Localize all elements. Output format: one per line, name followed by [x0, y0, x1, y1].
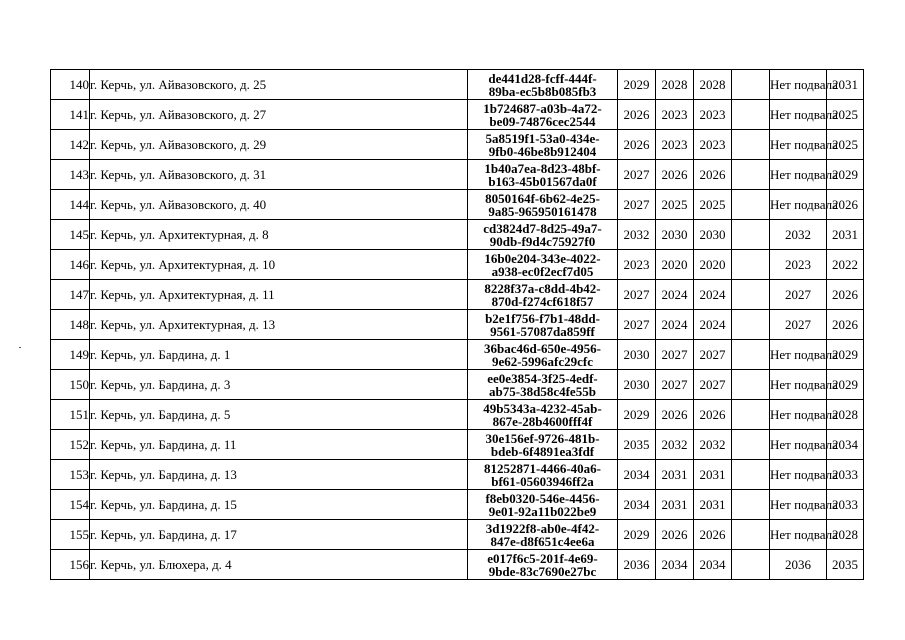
year-cell-2: 2024: [656, 280, 694, 310]
year-cell-5: 2022: [827, 250, 864, 280]
guid-cell: [468, 400, 618, 430]
empty-cell: [732, 490, 770, 520]
row-number-cell: 155: [51, 520, 90, 550]
scan-speck: [19, 347, 21, 348]
year-cell-5: 2025: [827, 100, 864, 130]
table-row: [51, 100, 864, 130]
year-cell-5: 2031: [827, 70, 864, 100]
row-number-cell: 150: [51, 370, 90, 400]
guid-cell: [468, 130, 618, 160]
year-cell-3: 2023: [694, 100, 732, 130]
basement-cell: 2032: [770, 220, 827, 250]
basement-cell: Нет подвала: [770, 400, 827, 430]
year-cell-1: 2036: [618, 550, 656, 580]
year-cell-3: 2025: [694, 190, 732, 220]
guid-line-1: 49b5343a-4232-45ab-: [483, 400, 602, 416]
year-cell-1: 2026: [618, 130, 656, 160]
row-number-cell: 146: [51, 250, 90, 280]
year-cell-2: 2023: [656, 130, 694, 160]
empty-cell: [732, 310, 770, 340]
address-cell: г. Керчь, ул. Архитектурная, д. 8: [90, 220, 468, 250]
guid-line-2: 870d-f274cf618f57: [491, 293, 594, 309]
address-cell: г. Керчь, ул. Блюхера, д. 4: [90, 550, 468, 580]
year-cell-2: 2031: [656, 490, 694, 520]
guid-line-2: 9561-57087da859ff: [490, 323, 595, 339]
year-cell-5: 2029: [827, 340, 864, 370]
guid-line-1: 1b40a7ea-8d23-48bf-: [484, 160, 601, 176]
guid-cell: [468, 460, 618, 490]
empty-cell: [732, 70, 770, 100]
guid-line-1: 81252871-4466-40a6-: [484, 460, 601, 476]
year-cell-5: 2034: [827, 430, 864, 460]
empty-cell: [732, 100, 770, 130]
guid-line-2: bdeb-6f4891ea3fdf: [490, 443, 595, 459]
basement-cell: Нет подвала: [770, 130, 827, 160]
address-cell: г. Керчь, ул. Айвазовского, д. 25: [90, 70, 468, 100]
basement-cell: Нет подвала: [770, 370, 827, 400]
year-cell-3: 2032: [694, 430, 732, 460]
guid-line-1: 1b724687-a03b-4a72-: [483, 100, 602, 116]
year-cell-5: 2025: [827, 130, 864, 160]
guid-cell: [468, 430, 618, 460]
address-cell: г. Керчь, ул. Бардина, д. 17: [90, 520, 468, 550]
basement-cell: Нет подвала: [770, 460, 827, 490]
guid-line-2: 867e-28b4600fff4f: [492, 413, 593, 429]
buildings-table: [50, 69, 864, 580]
table-row: [51, 280, 864, 310]
guid-line-1: e017f6c5-201f-4e69-: [487, 550, 598, 566]
empty-cell: [732, 250, 770, 280]
year-cell-3: 2031: [694, 460, 732, 490]
empty-cell: [732, 340, 770, 370]
year-cell-2: 2030: [656, 220, 694, 250]
year-cell-2: 2025: [656, 190, 694, 220]
guid-cell: [468, 250, 618, 280]
year-cell-1: 2023: [618, 250, 656, 280]
guid-line-1: 36bac46d-650e-4956-: [484, 340, 601, 356]
year-cell-3: 2027: [694, 340, 732, 370]
table-row: [51, 400, 864, 430]
table-row: [51, 370, 864, 400]
guid-line-2: 9fb0-46be8b912404: [488, 143, 597, 159]
row-number-cell: 144: [51, 190, 90, 220]
empty-cell: [732, 190, 770, 220]
year-cell-3: 2026: [694, 400, 732, 430]
guid-cell: [468, 160, 618, 190]
empty-cell: [732, 370, 770, 400]
year-cell-1: 2034: [618, 490, 656, 520]
address-cell: г. Керчь, ул. Айвазовского, д. 31: [90, 160, 468, 190]
guid-cell: [468, 280, 618, 310]
year-cell-2: 2031: [656, 460, 694, 490]
row-number-cell: 140: [51, 70, 90, 100]
year-cell-5: 2033: [827, 460, 864, 490]
year-cell-3: 2024: [694, 280, 732, 310]
guid-cell: [468, 520, 618, 550]
address-cell: г. Керчь, ул. Айвазовского, д. 29: [90, 130, 468, 160]
empty-cell: [732, 160, 770, 190]
empty-cell: [732, 220, 770, 250]
year-cell-1: 2034: [618, 460, 656, 490]
year-cell-1: 2027: [618, 280, 656, 310]
year-cell-1: 2032: [618, 220, 656, 250]
year-cell-1: 2030: [618, 340, 656, 370]
empty-cell: [732, 430, 770, 460]
basement-cell: 2027: [770, 280, 827, 310]
guid-line-1: cd3824d7-8d25-49a7-: [483, 220, 602, 236]
guid-line-2: bf61-05603946ff2a: [491, 473, 594, 489]
year-cell-3: 2027: [694, 370, 732, 400]
basement-cell: Нет подвала: [770, 520, 827, 550]
address-cell: г. Керчь, ул. Айвазовского, д. 27: [90, 100, 468, 130]
guid-line-1: b2e1f756-f7b1-48dd-: [485, 310, 600, 326]
guid-cell: [468, 370, 618, 400]
basement-cell: Нет подвала: [770, 160, 827, 190]
address-cell: г. Керчь, ул. Архитектурная, д. 10: [90, 250, 468, 280]
year-cell-5: 2028: [827, 400, 864, 430]
address-cell: г. Керчь, ул. Бардина, д. 15: [90, 490, 468, 520]
year-cell-1: 2029: [618, 520, 656, 550]
row-number-cell: 141: [51, 100, 90, 130]
year-cell-5: 2035: [827, 550, 864, 580]
year-cell-1: 2029: [618, 400, 656, 430]
year-cell-2: 2024: [656, 310, 694, 340]
guid-line-2: 9a85-965950161478: [488, 203, 597, 219]
year-cell-5: 2033: [827, 490, 864, 520]
address-cell: г. Керчь, ул. Бардина, д. 1: [90, 340, 468, 370]
basement-cell: Нет подвала: [770, 70, 827, 100]
year-cell-2: 2034: [656, 550, 694, 580]
address-cell: г. Керчь, ул. Архитектурная, д. 13: [90, 310, 468, 340]
address-cell: г. Керчь, ул. Бардина, д. 13: [90, 460, 468, 490]
guid-line-1: 8228f37a-c8dd-4b42-: [484, 280, 601, 296]
guid-line-2: ab75-38d58c4fe55b: [489, 383, 596, 399]
row-number-cell: 147: [51, 280, 90, 310]
guid-line-2: 90db-f9d4c75927f0: [489, 233, 596, 249]
guid-line-2: 9e62-5996afc29cfc: [491, 353, 594, 369]
year-cell-3: 2023: [694, 130, 732, 160]
table-row: [51, 430, 864, 460]
guid-line-1: 8050164f-6b62-4e25-: [485, 190, 600, 206]
table-row: [51, 460, 864, 490]
guid-line-2: be09-74876cec2544: [489, 113, 596, 129]
year-cell-5: 2026: [827, 280, 864, 310]
row-number-cell: 152: [51, 430, 90, 460]
year-cell-1: 2029: [618, 70, 656, 100]
year-cell-5: 2026: [827, 190, 864, 220]
basement-cell: 2023: [770, 250, 827, 280]
year-cell-2: 2032: [656, 430, 694, 460]
year-cell-3: 2034: [694, 550, 732, 580]
row-number-cell: 143: [51, 160, 90, 190]
basement-cell: Нет подвала: [770, 490, 827, 520]
guid-cell: [468, 190, 618, 220]
year-cell-5: 2029: [827, 370, 864, 400]
year-cell-2: 2023: [656, 100, 694, 130]
guid-line-1: de441d28-fcff-444f-: [488, 70, 597, 86]
year-cell-3: 2026: [694, 520, 732, 550]
year-cell-1: 2027: [618, 190, 656, 220]
year-cell-2: 2028: [656, 70, 694, 100]
guid-cell: [468, 490, 618, 520]
year-cell-3: 2020: [694, 250, 732, 280]
year-cell-3: 2031: [694, 490, 732, 520]
guid-line-1: f8eb0320-546e-4456-: [485, 490, 600, 506]
basement-cell: Нет подвала: [770, 430, 827, 460]
empty-cell: [732, 520, 770, 550]
empty-cell: [732, 130, 770, 160]
row-number-cell: 148: [51, 310, 90, 340]
row-number-cell: 156: [51, 550, 90, 580]
table-body: [51, 70, 864, 580]
year-cell-1: 2027: [618, 310, 656, 340]
year-cell-3: 2028: [694, 70, 732, 100]
year-cell-5: 2028: [827, 520, 864, 550]
guid-line-2: 9bde-83c7690e27bc: [488, 563, 597, 579]
table-row: [51, 220, 864, 250]
guid-cell: [468, 340, 618, 370]
address-cell: г. Керчь, ул. Бардина, д. 3: [90, 370, 468, 400]
row-number-cell: 154: [51, 490, 90, 520]
year-cell-3: 2026: [694, 160, 732, 190]
table-row: [51, 550, 864, 580]
year-cell-1: 2035: [618, 430, 656, 460]
basement-cell: Нет подвала: [770, 340, 827, 370]
row-number-cell: 149: [51, 340, 90, 370]
table-row: [51, 490, 864, 520]
table-row: [51, 250, 864, 280]
guid-line-1: 3d1922f8-ab0e-4f42-: [485, 520, 600, 536]
table-row: [51, 190, 864, 220]
table-row: [51, 520, 864, 550]
row-number-cell: 142: [51, 130, 90, 160]
guid-line-2: 9e01-92a11b022be9: [488, 503, 597, 519]
year-cell-3: 2030: [694, 220, 732, 250]
year-cell-5: 2029: [827, 160, 864, 190]
year-cell-1: 2027: [618, 160, 656, 190]
row-number-cell: 151: [51, 400, 90, 430]
year-cell-5: 2031: [827, 220, 864, 250]
year-cell-2: 2026: [656, 520, 694, 550]
address-cell: г. Керчь, ул. Айвазовского, д. 40: [90, 190, 468, 220]
guid-line-1: 5a8519f1-53a0-434e-: [485, 130, 600, 146]
guid-line-1: 16b0e204-343e-4022-: [484, 250, 601, 266]
guid-line-2: b163-45b01567da0f: [488, 173, 597, 189]
table-row: [51, 70, 864, 100]
row-number-cell: 153: [51, 460, 90, 490]
address-cell: г. Керчь, ул. Бардина, д. 11: [90, 430, 468, 460]
basement-cell: 2027: [770, 310, 827, 340]
table-row: [51, 130, 864, 160]
year-cell-1: 2026: [618, 100, 656, 130]
guid-line-2: a938-ec0f2ecf7d05: [491, 263, 594, 279]
year-cell-3: 2024: [694, 310, 732, 340]
empty-cell: [732, 400, 770, 430]
basement-cell: Нет подвала: [770, 100, 827, 130]
basement-cell: Нет подвала: [770, 190, 827, 220]
year-cell-2: 2027: [656, 370, 694, 400]
basement-cell: 2036: [770, 550, 827, 580]
table-row: [51, 310, 864, 340]
row-number-cell: 145: [51, 220, 90, 250]
guid-line-1: 30e156ef-9726-481b-: [485, 430, 600, 446]
year-cell-2: 2027: [656, 340, 694, 370]
empty-cell: [732, 280, 770, 310]
year-cell-2: 2020: [656, 250, 694, 280]
guid-cell: [468, 100, 618, 130]
empty-cell: [732, 460, 770, 490]
year-cell-5: 2026: [827, 310, 864, 340]
table-row: [51, 340, 864, 370]
year-cell-1: 2030: [618, 370, 656, 400]
empty-cell: [732, 550, 770, 580]
address-cell: г. Керчь, ул. Архитектурная, д. 11: [90, 280, 468, 310]
guid-cell: [468, 310, 618, 340]
guid-cell: [468, 220, 618, 250]
guid-line-2: 847e-d8f651c4ee6a: [490, 533, 595, 549]
guid-cell: [468, 70, 618, 100]
address-cell: г. Керчь, ул. Бардина, д. 5: [90, 400, 468, 430]
table-row: [51, 160, 864, 190]
year-cell-2: 2026: [656, 400, 694, 430]
guid-line-1: ee0e3854-3f25-4edf-: [487, 370, 598, 386]
guid-line-2: 89ba-ec5b8b085fb3: [488, 83, 597, 99]
year-cell-2: 2026: [656, 160, 694, 190]
guid-cell: [468, 550, 618, 580]
